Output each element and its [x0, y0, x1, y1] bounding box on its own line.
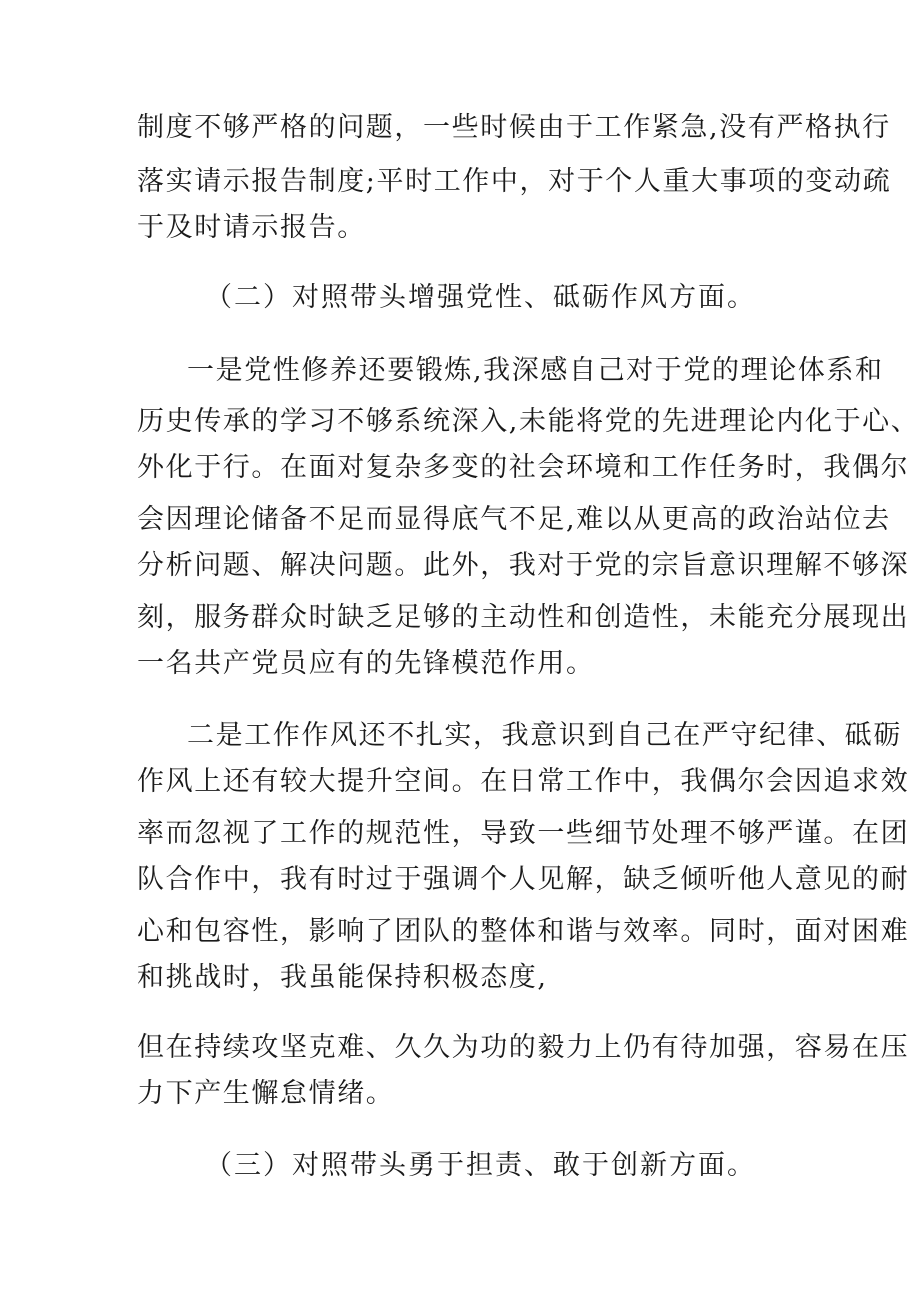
section-heading-2: （二）对照带头增强党性、砥砺作风方面。 — [205, 282, 756, 313]
paragraph-line: 队合作中，我有时过于强调个人见解，缺乏倾听他人意见的耐 — [137, 864, 910, 895]
paragraph-line: 分析问题、解决问题。此外，我对于党的宗旨意识理解不够深 — [137, 550, 910, 581]
paragraph-line: 率而忽视了工作的规范性，导致一些细节处理不够严谨。在团 — [137, 818, 910, 849]
paragraph-line: 二是工作作风还不扎实，我意识到自己在严守纪律、砥砺 — [187, 720, 902, 751]
paragraph-line: 但在持续攻坚克难、久久为功的毅力上仍有待加强，容易在压 — [137, 1032, 910, 1063]
paragraph-line: 作风上还有较大提升空间。在日常工作中，我偶尔会因追求效 — [137, 766, 910, 797]
paragraph-line: 会因理论储备不足而显得底气不足,难以从更高的政治站位去 — [137, 504, 891, 535]
paragraph-line: 制度不够严格的问题，一些时候由于工作紧急,没有严格执行 — [137, 112, 891, 143]
paragraph-line: 历史传承的学习不够系统深入,未能将党的先进理论内化于心、 — [137, 406, 920, 437]
paragraph-line: 一名共产党员应有的先锋模范作用。 — [137, 648, 595, 679]
paragraph-line: 心和包容性，影响了团队的整体和谐与效率。同时，面对困难 — [137, 916, 910, 947]
paragraph-line: 力下产生懈怠情绪。 — [137, 1078, 395, 1109]
paragraph-line: 外化于行。在面对复杂多变的社会环境和工作任务时，我偶尔 — [137, 452, 910, 483]
paragraph-line: 落实请示报告制度;平时工作中，对于个人重大事项的变动疏 — [137, 166, 892, 197]
paragraph-line: 一是党性修养还要锻炼,我深感自己对于党的理论体系和 — [187, 355, 884, 386]
paragraph-line: 刻，服务群众时缺乏足够的主动性和创造性，未能充分展现出 — [137, 602, 910, 633]
section-heading-3: （三）对照带头勇于担责、敢于创新方面。 — [205, 1150, 756, 1181]
paragraph-line: 和挑战时，我虽能保持积极态度, — [137, 962, 548, 993]
paragraph-line: 于及时请示报告。 — [137, 212, 366, 243]
